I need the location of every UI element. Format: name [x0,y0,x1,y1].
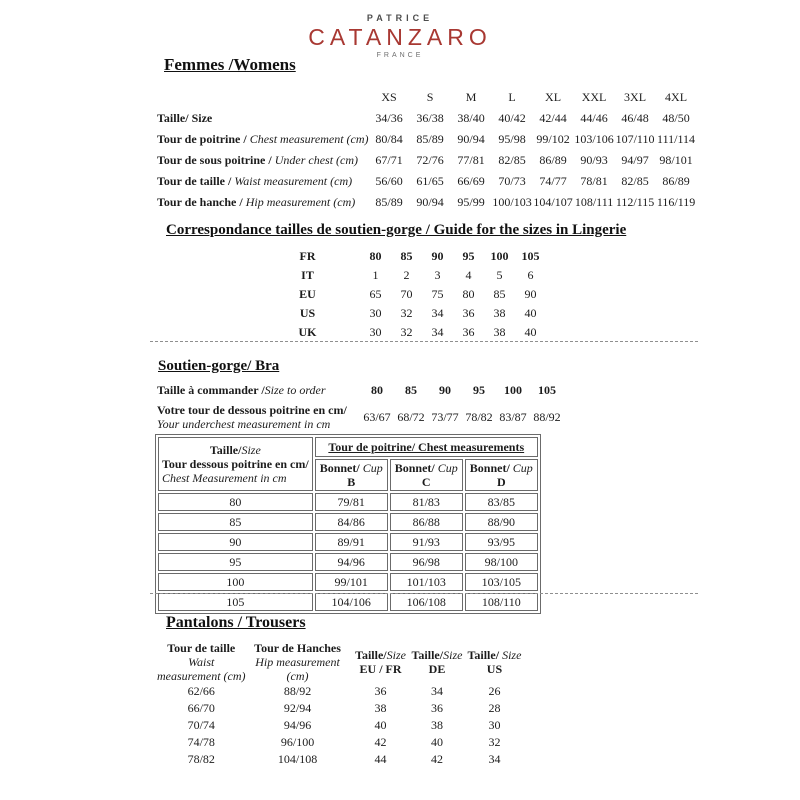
header-en-line3: (cm) [286,669,309,683]
womens-measurement-row [157,129,697,150]
cup-label-fr: Bonnet/ [319,461,360,475]
cup-label-en: Cup [509,461,533,475]
bra-value-cell: 90 [439,382,451,397]
cup-measurement-cell: 86/88 [390,513,463,531]
trousers-size-row [157,734,526,751]
bra-value-cell: 78/82 [465,409,493,424]
bra-order-label-en: Size to order [264,382,326,397]
measurement-value-cell: 46/48 [621,111,649,125]
measurement-label-fr: Tour de taille / [157,174,235,188]
bra-underchest-label [157,401,360,433]
lingerie-size-cell: 85 [400,249,413,263]
cup-measurement-cell: 84/86 [315,513,388,531]
size-header-cell: M [465,90,477,104]
cup-measurement-cell: 81/83 [390,493,463,511]
trousers-value-cell: 70/74 [187,718,215,732]
womens-measurements-table [157,87,697,213]
trousers-section-heading: Pantalons / Trousers [166,614,306,631]
measurement-value-cell: 108/111 [574,195,614,209]
bra-value-cell: 80 [371,382,383,397]
chest-measurements-span-header: Tour de poitrine/ Chest measurements [315,437,538,457]
lingerie-size-cell: 34 [431,325,444,339]
measurement-label-fr: Tour de poitrine / [157,132,250,146]
cup-measurement-cell: 88/90 [465,513,538,531]
measurement-value-cell: 44/46 [580,111,608,125]
header-region: EU / FR [359,662,402,676]
bra-value-cell: 68/72 [397,409,425,424]
header-fr: Taille/ [355,648,387,662]
measurement-value-cell: 90/93 [580,153,608,167]
cup-measurement-cell: 93/95 [465,533,538,551]
measurement-value-cell: 74/77 [539,174,567,188]
trousers-header-line1 [246,641,350,655]
trousers-value-cell: 38 [430,718,443,732]
header-fr: Tour de taille [167,641,236,655]
trousers-size-row [157,683,526,700]
bra-underchest-label-en: Your underchest measurement in cm [157,417,331,431]
lingerie-size-cell: 100 [490,249,509,263]
cup-table-row [158,593,538,611]
header-en-line2: Hip measurement [255,655,340,669]
bra-underchest-label-fr: Votre tour de dessous poitrine en cm/ [157,403,347,417]
trousers-column-header [412,641,463,683]
trousers-value-cell: 40 [430,735,443,749]
cup-measurement-cell: 91/93 [390,533,463,551]
lingerie-size-cell: 36 [462,325,475,339]
trousers-column-header [350,641,412,683]
header-fr: Taille/ [411,648,444,662]
lingerie-size-cell: 2 [403,268,410,282]
trousers-value-cell: 30 [488,718,501,732]
womens-measurement-row [157,108,697,129]
lingerie-size-row [157,285,546,304]
trousers-value-cell: 28 [488,701,501,715]
lingerie-size-row [157,247,546,266]
cup-size-cell: 85 [158,513,313,531]
trousers-header-line1 [462,648,526,662]
cup-measurement-cell: 83/85 [465,493,538,511]
lingerie-size-cell: 40 [524,306,537,320]
lingerie-region-label: EU [299,287,316,301]
lingerie-size-cell: 6 [527,268,534,282]
trousers-value-cell: 42 [430,752,443,766]
measurement-value-cell: 61/65 [416,174,444,188]
lingerie-region-label: US [299,306,316,320]
lingerie-region-label: UK [298,325,317,339]
trousers-size-row [157,700,526,717]
lingerie-size-cell: 38 [493,306,506,320]
trousers-size-table [157,641,526,768]
lingerie-size-cell: 30 [369,306,382,320]
logo-france-text: FRANCE [376,52,424,59]
measurement-value-cell: 98/101 [659,153,693,167]
brand-logo [0,13,800,59]
trousers-value-cell: 92/94 [283,701,312,715]
trousers-value-cell: 62/66 [187,684,215,698]
measurement-value-cell: 34/36 [375,111,403,125]
lingerie-guide-heading: Correspondance tailles de soutien-gorge / Guide for the sizes in Lingerie [166,222,627,238]
cup-size-cell: 95 [158,553,313,571]
corner-title-fr: Taille/ [209,443,242,457]
lingerie-size-cell: 80 [462,287,475,301]
lingerie-region-label: FR [299,249,316,263]
cup-table-row [158,553,538,571]
measurement-value-cell: 85/89 [416,132,444,146]
measurement-label-en: Chest measurement (cm) [249,132,369,146]
cup-label-en: Cup [359,461,383,475]
measurement-value-cell: 40/42 [498,111,526,125]
bra-value-cell: 85 [405,382,417,397]
cup-header-cell [465,459,538,491]
cup-measurement-cell: 98/100 [465,553,538,571]
measurement-value-cell: 107/110 [615,132,655,146]
bra-order-label-fr: Taille à commander / [157,382,265,397]
measurement-value-cell: 86/89 [662,174,690,188]
size-header-cell: XS [381,90,397,104]
measurement-value-cell: 90/94 [457,132,485,146]
header-en-line3: measurement (cm) [157,669,246,683]
trousers-header-line1 [157,641,246,655]
cup-table-row [158,493,538,511]
measurement-value-cell: 85/89 [375,195,403,209]
cup-measurement-cell: 94/96 [315,553,388,571]
bra-section-heading: Soutien-gorge/ Bra [158,358,280,374]
cup-measurement-cell: 108/110 [465,593,538,611]
trousers-column-header [246,641,350,683]
measurement-label-en: Hip measurement (cm) [245,195,356,209]
lingerie-size-cell: 32 [400,325,413,339]
trousers-value-cell: 44 [374,752,387,766]
measurement-value-cell: 95/99 [457,195,485,209]
trousers-value-cell: 42 [374,735,387,749]
header-fr: Tour de Hanches [254,641,341,655]
trousers-value-cell: 36 [430,701,443,715]
measurement-label [157,129,369,150]
cup-header-cell [390,459,463,491]
bra-value-cell: 100 [504,382,522,397]
cup-measurement-cell: 104/106 [315,593,388,611]
bra-size-to-order-row [157,379,564,401]
cup-table-corner-cell [158,437,313,491]
cup-table-header-row-1 [158,437,538,457]
trousers-value-cell: 32 [488,735,501,749]
measurement-label-en: Under chest (cm) [274,153,359,167]
lingerie-size-cell: 85 [493,287,506,301]
measurement-value-cell: 116/119 [656,195,696,209]
cup-label-fr: Bonnet/ [394,461,435,475]
measurement-label [157,192,369,213]
cup-size-cell: 90 [158,533,313,551]
lingerie-size-cell: 40 [524,325,537,339]
measurement-value-cell: 99/102 [536,132,570,146]
cup-letter: B [347,475,356,489]
trousers-column-header [157,641,246,683]
corner-title [162,443,309,457]
measurement-value-cell: 36/38 [416,111,444,125]
cup-table-row [158,573,538,591]
measurement-value-cell: 78/81 [580,174,608,188]
measurement-value-cell: 82/85 [621,174,649,188]
measurement-value-cell: 94/97 [621,153,649,167]
trousers-header-line1 [412,648,463,662]
trousers-value-cell: 104/108 [277,752,318,766]
measurement-label [157,171,369,192]
size-header-cell: 3XL [624,90,647,104]
measurement-value-cell: 66/69 [457,174,485,188]
cup-measurement-cell: 101/103 [390,573,463,591]
lingerie-size-cell: 95 [462,249,475,263]
corner-line-en: Chest Measurement in cm [162,471,287,485]
measurement-value-cell: 90/94 [416,195,444,209]
lingerie-correspondence-table [157,247,546,342]
measurement-value-cell: 86/89 [539,153,567,167]
lingerie-size-cell: 1 [372,268,379,282]
lingerie-size-cell: 34 [431,306,444,320]
bra-value-cell: 73/77 [431,409,459,424]
header-en: Size [386,648,406,662]
cup-letter: D [496,475,506,489]
lingerie-size-cell: 105 [521,249,540,263]
measurement-value-cell: 38/40 [457,111,485,125]
lingerie-size-cell: 5 [496,268,503,282]
trousers-value-cell: 36 [374,684,387,698]
womens-measurement-row [157,150,697,171]
lingerie-size-cell: 90 [431,249,444,263]
measurement-value-cell: 67/71 [375,153,403,167]
measurement-value-cell: 100/103 [492,195,532,209]
cup-size-table [155,434,541,614]
size-header-cell: XL [545,90,562,104]
trousers-value-cell: 78/82 [187,752,215,766]
trousers-value-cell: 34 [430,684,443,698]
lingerie-size-cell: 32 [400,306,413,320]
lingerie-region-label: IT [301,268,314,282]
cup-size-cell: 80 [158,493,313,511]
corner-line-fr: Tour dessous poitrine en cm/ [162,457,309,471]
cup-measurement-cell: 89/91 [315,533,388,551]
measurement-label-fr: Taille/ Size [157,111,213,125]
bra-value-cell: 95 [473,382,485,397]
header-en-line2: Waist [188,655,215,669]
lingerie-size-cell: 4 [465,268,472,282]
size-header-cell: XXL [581,90,607,104]
lingerie-size-cell: 90 [524,287,537,301]
measurement-value-cell: 95/98 [498,132,526,146]
size-header-cell: 4XL [665,90,688,104]
cup-size-cell: 105 [158,593,313,611]
measurement-value-cell: 70/73 [498,174,526,188]
trousers-value-cell: 40 [374,718,387,732]
bra-value-cell: 88/92 [533,409,561,424]
measurement-value-cell: 72/76 [416,153,444,167]
corner-title-en: Size [241,443,261,457]
lingerie-size-row [157,323,546,342]
lingerie-size-row [157,304,546,323]
size-header-cell: L [508,90,516,104]
measurement-value-cell: 104/107 [533,195,573,209]
trousers-header-row [157,641,526,683]
trousers-value-cell: 26 [488,684,501,698]
womens-measurement-row [157,192,697,213]
bra-value-cell: 105 [538,382,556,397]
dashed-divider [150,341,698,342]
cup-measurement-cell: 96/98 [390,553,463,571]
womens-section-heading: Femmes /Womens [164,55,296,74]
cup-measurement-cell: 103/105 [465,573,538,591]
cup-table-row [158,533,538,551]
cup-table-row [158,513,538,531]
measurement-value-cell: 56/60 [375,174,403,188]
trousers-column-header [462,641,526,683]
measurement-label-en: Waist measurement (cm) [234,174,353,188]
trousers-size-row [157,717,526,734]
header-region: US [486,662,503,676]
lingerie-size-row [157,266,546,285]
trousers-header-line1 [350,648,412,662]
measurement-value-cell: 80/84 [375,132,403,146]
measurement-label [157,108,369,129]
measurement-value-cell: 48/50 [662,111,690,125]
lingerie-size-cell: 38 [493,325,506,339]
bra-order-table [157,379,564,433]
cup-size-cell: 100 [158,573,313,591]
measurement-value-cell: 111/114 [657,132,696,146]
dashed-divider [150,593,698,594]
cup-letter: C [421,475,431,489]
logo-patrice-text: PATRICE [366,13,434,23]
womens-measurement-row [157,171,697,192]
cup-measurement-cell: 99/101 [315,573,388,591]
logo-catanzaro-text: CATANZARO [308,24,492,50]
lingerie-size-cell: 30 [369,325,382,339]
lingerie-size-cell: 3 [434,268,441,282]
trousers-value-cell: 94/96 [283,718,312,732]
lingerie-size-cell: 70 [400,287,413,301]
trousers-value-cell: 74/78 [187,735,215,749]
lingerie-size-cell: 80 [369,249,382,263]
trousers-value-cell: 34 [488,752,501,766]
cup-label-fr: Bonnet/ [469,461,510,475]
measurement-label-fr: Tour de hanche / [157,195,246,209]
lingerie-size-cell: 65 [369,287,382,301]
trousers-value-cell: 96/100 [280,735,315,749]
measurement-value-cell: 103/106 [574,132,614,146]
womens-size-header-row [157,87,697,108]
bra-underchest-row [157,401,564,433]
trousers-value-cell: 88/92 [283,684,312,698]
measurement-value-cell: 112/115 [615,195,655,209]
measurement-value-cell: 77/81 [457,153,485,167]
cup-measurement-cell: 79/81 [315,493,388,511]
size-header-cell: S [426,90,434,104]
trousers-size-row [157,751,526,768]
header-fr: Taille/ [467,648,503,662]
bra-value-cell: 63/67 [363,409,391,424]
cup-header-cell [315,459,388,491]
bra-order-label [157,379,360,401]
measurement-value-cell: 42/44 [539,111,567,125]
lingerie-size-cell: 75 [431,287,444,301]
trousers-value-cell: 38 [374,701,387,715]
header-region: DE [428,662,446,676]
measurement-label [157,150,369,171]
cup-label-en: Cup [434,461,458,475]
cup-measurement-cell: 106/108 [390,593,463,611]
measurement-label-fr: Tour de sous poitrine / [157,153,275,167]
bra-value-cell: 83/87 [499,409,527,424]
header-en: Size [502,648,522,662]
measurement-value-cell: 82/85 [498,153,526,167]
lingerie-size-cell: 36 [462,306,475,320]
trousers-value-cell: 66/70 [187,701,215,715]
header-en: Size [443,648,463,662]
womens-header-spacer [157,87,369,108]
